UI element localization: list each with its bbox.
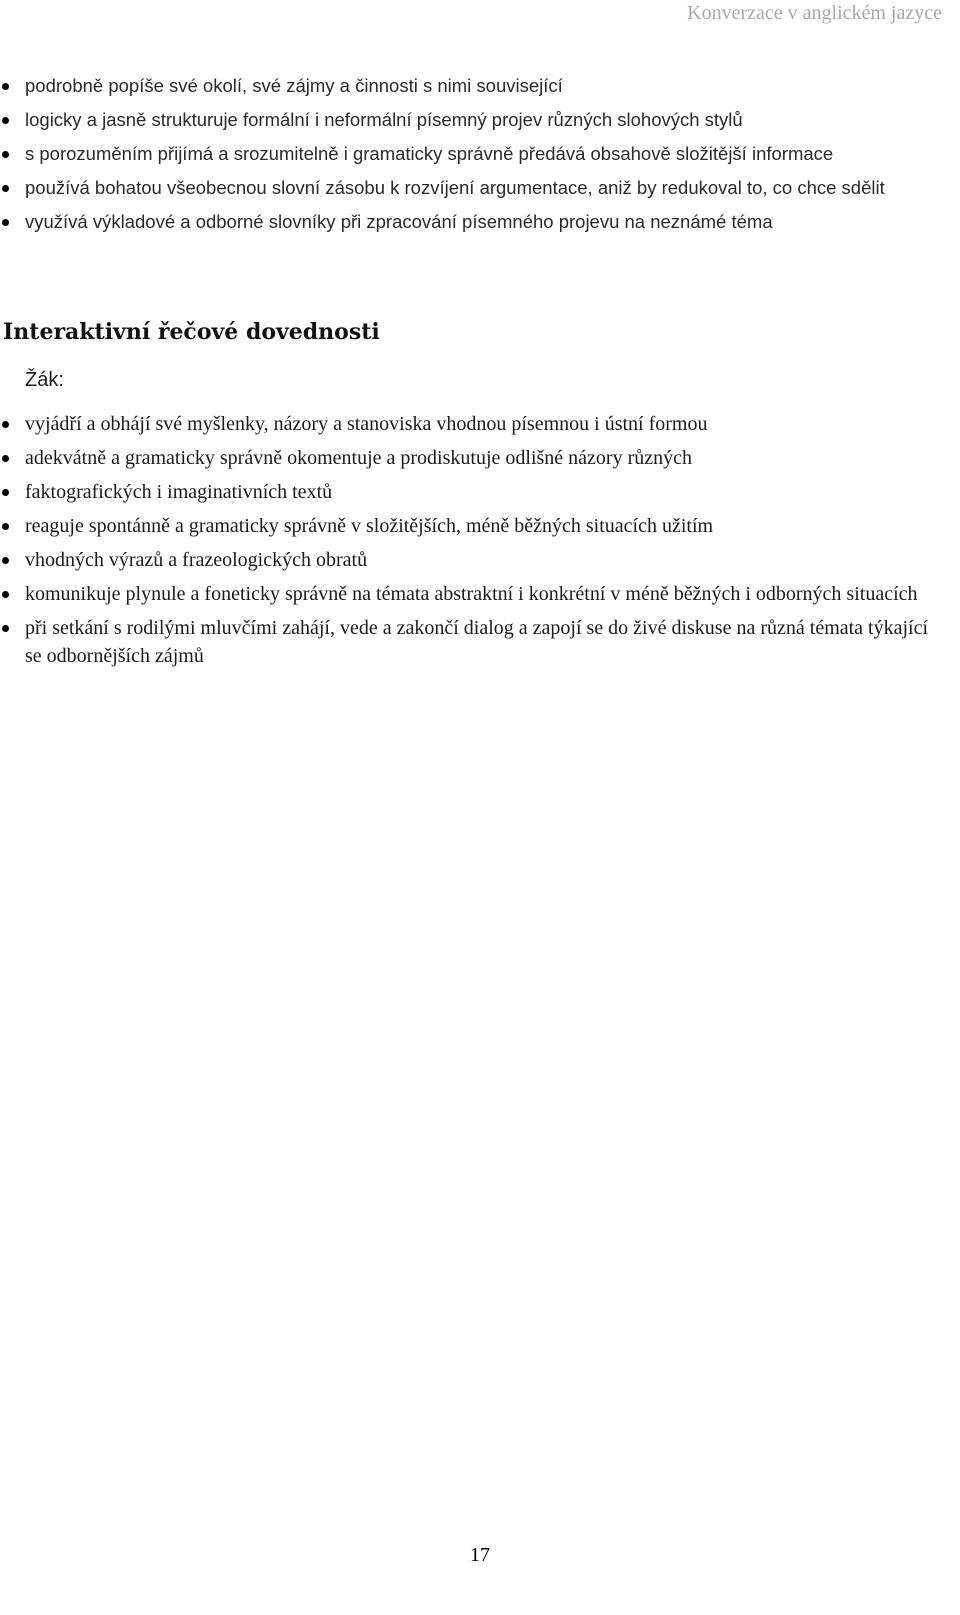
bullet-icon xyxy=(2,455,9,462)
list-item-text: vyjádří a obhájí své myšlenky, názory a stanoviska vhodnou písemnou i ústní formou xyxy=(25,413,708,435)
list-item xyxy=(0,208,940,236)
list-item-text: faktografických i imaginativních textů xyxy=(25,481,333,503)
list-item xyxy=(0,106,940,134)
list-item-text: s porozuměním přijímá a srozumitelně i gramaticky správně předává obsahově složitější informace xyxy=(25,143,834,164)
list-item-text: vhodných výrazů a frazeologických obratů xyxy=(25,549,368,571)
list-item-text: reaguje spontánně a gramaticky správně v složitějších, méně běžných situacích užitím xyxy=(25,515,714,537)
page-number: 17 xyxy=(470,1544,490,1566)
list-item xyxy=(0,174,940,202)
list-item xyxy=(0,546,940,574)
list-item-text: podrobně popíše své okolí, své zájmy a činnosti s nimi související xyxy=(25,75,563,96)
list-item xyxy=(0,512,940,540)
list-item xyxy=(0,140,940,168)
list-item-text: logicky a jasně strukturuje formální i neformální písemný projev různých slohových stylů xyxy=(25,109,743,130)
subject-label: Žák: xyxy=(25,369,64,391)
list-item-text: adekvátně a gramaticky správně okomentuje a prodiskutuje odlišné názory různých xyxy=(25,447,692,469)
list-item xyxy=(0,72,940,100)
list-item-text: používá bohatou všeobecnou slovní zásobu k rozvíjení argumentace, aniž by redukoval to, co chce sdělit xyxy=(25,177,885,198)
bullet-icon xyxy=(2,219,9,226)
list-item xyxy=(0,614,940,670)
list-item-text: při setkání s rodilými mluvčími zahájí, vede a zakončí dialog a zapojí se do živé diskuse na různá témata týkající se odbornějších zájmů xyxy=(25,617,929,667)
bullet-icon xyxy=(2,523,9,530)
list-item-text: využívá výkladové a odborné slovníky při zpracování písemného projevu na neznámé téma xyxy=(25,211,773,232)
list-item xyxy=(0,478,940,506)
bullet-icon xyxy=(2,83,9,90)
running-header: Konverzace v anglickém jazyce xyxy=(687,2,942,24)
bullet-icon xyxy=(2,185,9,192)
bullet-icon xyxy=(2,591,9,598)
list-item-text: komunikuje plynule a foneticky správně na témata abstraktní i konkrétní v méně běžných i odborných situacích xyxy=(25,583,918,605)
bottom-bullet-list xyxy=(0,410,940,676)
bullet-icon xyxy=(2,421,9,428)
bullet-icon xyxy=(2,557,9,564)
list-item xyxy=(0,444,940,472)
list-item xyxy=(0,410,940,438)
list-item xyxy=(0,580,940,608)
bullet-icon xyxy=(2,117,9,124)
bullet-icon xyxy=(2,151,9,158)
bullet-icon xyxy=(2,489,9,496)
bullet-icon xyxy=(2,625,9,632)
section-heading: Interaktivní řečové dovednosti xyxy=(3,319,380,345)
top-bullet-list xyxy=(0,72,940,242)
